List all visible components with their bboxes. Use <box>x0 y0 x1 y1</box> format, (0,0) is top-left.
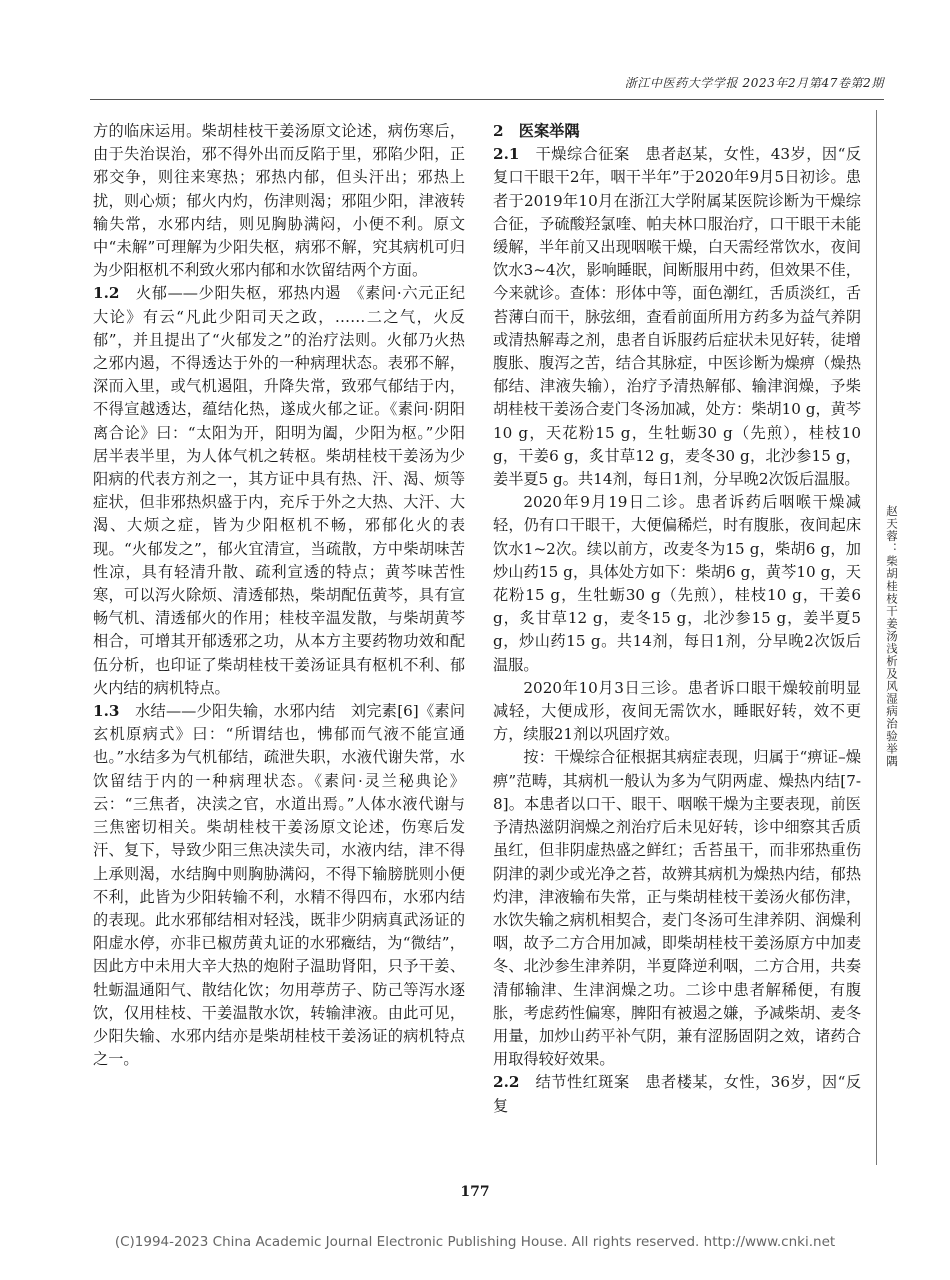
right-column <box>493 120 861 1118</box>
case-2-2 <box>493 1071 861 1117</box>
journal-header: 浙江中医药大学学报 2023年2月第47卷第2期 <box>624 76 884 90</box>
paragraph-intro: 方的临床运用。柴胡桂枝干姜汤原文论述，病伤寒后，由于失治误治，邪不得外出而反陷于里，邪陷少阳，正邪交争，则往来寒热；邪热内郁，但头汗出；邪热上扰，则心烦；郁火内灼，伤津则渴；邪阻少阳，津液转输失常，水邪内结，则见胸胁满闷，小便不利。原文中“未解”可理解为少阳失枢，病邪不解，究其病机可归为少阳枢机不利致火邪内郁和水饮留结两个方面。 <box>93 122 465 280</box>
page-number: 177 <box>460 1184 490 1200</box>
section-number: 1.3 <box>93 702 120 721</box>
section-body: 《素问·六元正纪大论》有云“凡此少阳司天之政，……二之气，火反郁”，并且提出了“火郁发之”的治疗法则。火郁乃火热之邪内遏，不得透达于外的一种病理状态。表邪不解，深而入里，或气机遏阻，升降失常，致邪气郁结于内，不得宣越透达，蕴结化热，遂成火郁之证。《素问·阴阳离合论》曰：“太阳为开，阳明为阖，少阳为枢。”少阳居半表半里，为人体气机之转枢。柴胡桂枝干姜汤为少阳病的代表方剂之一，其方证中具有热、汗、渴、烦等症状，但非邪热炽盛于内，充斥于外之大热、大汗、大渴、大烦之症，皆为少阳枢机不畅，邪郁化火的表现。“火郁发之”，郁火宜清宣，当疏散，方中柴胡味苦性凉，具有轻清升散、疏利宣透的特点；黄芩味苦性寒，可以泻火除烦、清透郁热，柴胡配伍黄芩，具有宣畅气机、清透郁火的作用；桂枝辛温发散，与柴胡黄芩相合，可增其开郁透邪之功，从本方主要药物功效和配伍分析，也印证了柴胡桂枝干姜汤证具有枢机不利、郁火内结的病机特点。 <box>93 284 466 697</box>
left-column <box>93 120 465 1071</box>
paragraph-third-visit: 2020年10月3日三诊。患者诉口眼干燥较前明显减轻，大便成形，夜间无需饮水，睡眠好转，效不更方，续服21剂以巩固疗效。 <box>493 678 861 744</box>
section-number: 1.2 <box>93 284 120 303</box>
case-2-1 <box>493 143 861 491</box>
paragraph-commentary: 按：干燥综合征根据其病症表现，归属于“痹证–燥痹”范畴，其病机一般认为多为气阴两虚、燥热内结[7-8]。本患者以口干、眼干、咽喉干燥为主要表现，前医予清热滋阴润燥之剂治疗后未见好转，诊中细察其舌质虽红，但非阴虚热盛之鲜红；舌苔虽干，而非邪热重伤阴津的剥少或光净之苔，故辨其病机为燥热内结，郁热灼津，津液输布失常，正与柴胡桂枝干姜汤火郁伤津，水饮失输之病机相契合，麦门冬汤可生津养阴、润燥利咽，故予二方合用加减，即柴胡桂枝干姜汤原方中加麦冬、北沙参生津养阴，半夏降逆利咽，二方合用，共奏清郁输津、生津润燥之功。二诊中患者解稀便，有腹胀，考虑药性偏寒，脾阳有被遏之嫌，予减柴胡、麦冬用量，加炒山药平补气阴，兼有涩肠固阴之效，诸药合用取得较好效果。 <box>493 748 861 1069</box>
case-body: 患者赵某，女性，43岁，因“反复口干眼干2年，咽干半年”于2020年9月5日初诊。患者于2019年10月在浙江大学附属某医院诊断为干燥综合征，予硫酸羟氯喹、帕夫林口服治疗，口干眼干未能缓解，半年前又出现咽喉干燥，白天需经常饮水，夜间饮水3~4次，影响睡眠，间断服用中药，但效果不佳，今来就诊。查体：形体中等，面色潮红，舌质淡红，舌苔薄白而干，脉弦细，查看前面所用方药多为益气养阴或清热解毒之剂，患者自诉服药后症状未见好转，徒增腹胀、腹泻之苦，结合其脉症，中医诊断为燥痹（燥热郁结、津液失输），治疗予清热解郁、输津润燥，予柴胡桂枝干姜汤合麦门冬汤加减，处方：柴胡10 g，黄芩10 g，天花粉15 g，生牡蛎30 g（先煎），桂枝10 g，干姜6 g，炙甘草12 g，麦冬30 g，北沙参15 g，姜半夏5 g。共14剂，每日1剂，分早晚2次饭后温服。 <box>493 145 862 489</box>
case-heading: 结节性红斑案 <box>535 1073 630 1092</box>
section-heading: 火郁——少阳失枢，邪热内遏 <box>135 284 342 303</box>
case-number: 2.1 <box>493 145 520 164</box>
header-rule <box>90 99 884 100</box>
section-heading: 水结——少阳失输，水邪内结 <box>135 702 336 721</box>
section-body: 刘完素[6]《素问玄机原病式》曰：“所谓结也，怫郁而气液不能宣通也。”水结多为气机郁结，疏泄失职，水液代谢失常，水饮留结于内的一种病理状态。《素问·灵兰秘典论》云：“三焦者，决渎之官，水道出焉。”人体水液代谢与三焦密切相关。柴胡桂枝干姜汤原文论述，伤寒后发汗、复下，导致少阳三焦决渎失司，水液内结，津不得上承则渴，水结胸中则胸胁满闷，不得下输膀胱则小便不利，此皆为少阳转输不利，水精不得四布，水邪内结的表现。此水邪郁结相对轻浅，既非少阴病真武汤证的阳虚水停，亦非已椒苈黄丸证的水邪癥结，为“微结”，因此方中未用大辛大热的炮附子温助肾阳，只予干姜、牡蛎温通阳气、散结化饮；勿用葶苈子、防己等泻水逐饮，仅用桂枝、干姜温散水饮，转输津液。由此可见，少阳失输、水邪内结亦是柴胡桂枝干姜汤证的病机特点之一。 <box>93 702 466 1069</box>
case-heading: 干燥综合征案 <box>535 145 630 164</box>
case-number: 2.2 <box>493 1073 520 1092</box>
side-rule <box>876 110 877 1165</box>
section-1-2 <box>93 282 465 700</box>
side-running-title: 赵天蓉：柴胡桂枝干姜汤浅析及风湿病治验举隅 <box>885 505 899 768</box>
section-1-3 <box>93 700 465 1071</box>
paragraph-second-visit: 2020年9月19日二诊。患者诉药后咽喉干燥减轻，仍有口干眼干，大便偏稀烂，时有腹胀，夜间起床饮水1~2次。续以前方，改麦冬为15 g，柴胡6 g，加炒山药15 g，具体处方如下：柴胡6 g，黄芩10 g，天花粉15 g，生牡蛎30 g（先煎），桂枝10 g，干姜6 g，炙甘草12 g，麦冬15 g，北沙参15 g，姜半夏5 g，炒山药15 g。共14剂，每日1剂，分早晚2次饭后温服。 <box>493 493 861 674</box>
copyright-footer: (C)1994-2023 China Academic Journal Electronic Publishing House. All rights reserved. http://www.cnki.net <box>114 1234 836 1250</box>
section-2-title: 2 医案举隅 <box>493 122 580 140</box>
case-body: 患者楼某，女性，36岁，因“反复 <box>493 1073 862 1115</box>
